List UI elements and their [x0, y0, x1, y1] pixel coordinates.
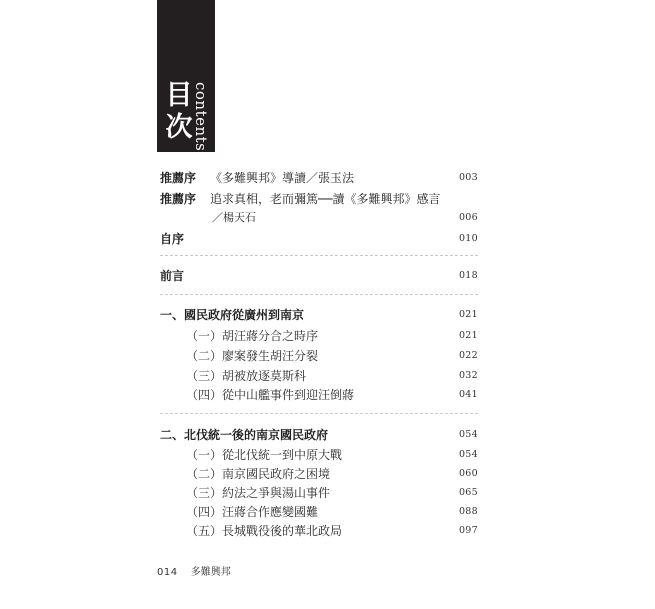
- page-number: 022: [458, 350, 478, 361]
- page-number: 021: [458, 330, 478, 341]
- preface-title: 《多難興邦》導讀／張玉法: [210, 171, 355, 185]
- contents-title-en: contents: [192, 82, 210, 152]
- divider: [160, 413, 478, 414]
- toc-subentry[interactable]: [160, 521, 478, 541]
- toc-entry-preface-2-signature: [160, 208, 478, 228]
- toc-entry-preface-2[interactable]: [160, 189, 478, 209]
- toc-entry-foreword[interactable]: [160, 266, 478, 286]
- toc-subentry[interactable]: [160, 483, 478, 503]
- page-number: 097: [458, 525, 478, 536]
- title-char-2: 次: [165, 112, 193, 143]
- title-char-1: 目: [165, 80, 193, 111]
- page-number: 003: [458, 172, 478, 183]
- contents-title-cjk: [163, 80, 195, 144]
- page-number: 065: [458, 487, 478, 498]
- toc-subentry[interactable]: [160, 502, 478, 522]
- entry-title: 前言: [160, 269, 185, 283]
- footer-page-number: 014: [157, 567, 178, 578]
- page-number: 041: [458, 389, 478, 400]
- chapter-title: 一、國民政府從廣州到南京: [160, 308, 305, 322]
- page-footer: [157, 563, 231, 578]
- subentry-title: （二）廖案發生胡汪分裂: [186, 349, 319, 363]
- subentry-title: （五）長城戰役後的華北政局: [186, 524, 343, 538]
- chapter-title: 二、北伐統一後的南京國民政府: [160, 428, 329, 442]
- footer-book-title: 多難興邦: [190, 567, 231, 578]
- subentry-title: （三）胡被放逐莫斯科: [186, 369, 307, 383]
- preface-prefix: 推薦序: [160, 171, 197, 185]
- page-number: 010: [458, 233, 478, 244]
- preface-prefix: 推薦序: [160, 192, 197, 206]
- preface-title: 追求真相，老而彌篤──讀《多難興邦》感言: [210, 192, 441, 206]
- subentry-title: （二）南京國民政府之困境: [186, 467, 331, 481]
- divider: [160, 294, 478, 295]
- toc-entry-preface-1[interactable]: [160, 168, 478, 188]
- page-number: 054: [458, 449, 478, 460]
- page-number: 006: [458, 212, 478, 223]
- page-number: 088: [458, 506, 478, 517]
- subentry-title: （四）從中山艦事件到迎汪倒蔣: [186, 388, 355, 402]
- page-number: 032: [458, 370, 478, 381]
- subentry-title: （一）從北伐統一到中原大戰: [186, 448, 343, 462]
- toc-subentry[interactable]: [160, 326, 478, 346]
- toc-entry-self-preface[interactable]: [160, 229, 478, 249]
- divider: [160, 255, 478, 256]
- page-number: 060: [458, 468, 478, 479]
- page-number: 021: [458, 309, 478, 320]
- toc-subentry[interactable]: [160, 385, 478, 405]
- toc-entry-chapter-1[interactable]: [160, 305, 478, 325]
- subentry-title: （四）汪蔣合作應變國難: [186, 505, 319, 519]
- toc-subentry[interactable]: [160, 366, 478, 386]
- toc-subentry[interactable]: [160, 464, 478, 484]
- preface-signature: ／楊天石: [212, 211, 256, 224]
- toc-subentry[interactable]: [160, 346, 478, 366]
- page-number: 054: [458, 429, 478, 440]
- subentry-title: （三）約法之爭與湯山事件: [186, 486, 331, 500]
- page-number: 018: [458, 270, 478, 281]
- toc-entry-chapter-2[interactable]: [160, 425, 478, 445]
- entry-title: 自序: [160, 232, 185, 246]
- subentry-title: （一）胡汪蔣分合之時序: [186, 329, 319, 343]
- toc-subentry[interactable]: [160, 445, 478, 465]
